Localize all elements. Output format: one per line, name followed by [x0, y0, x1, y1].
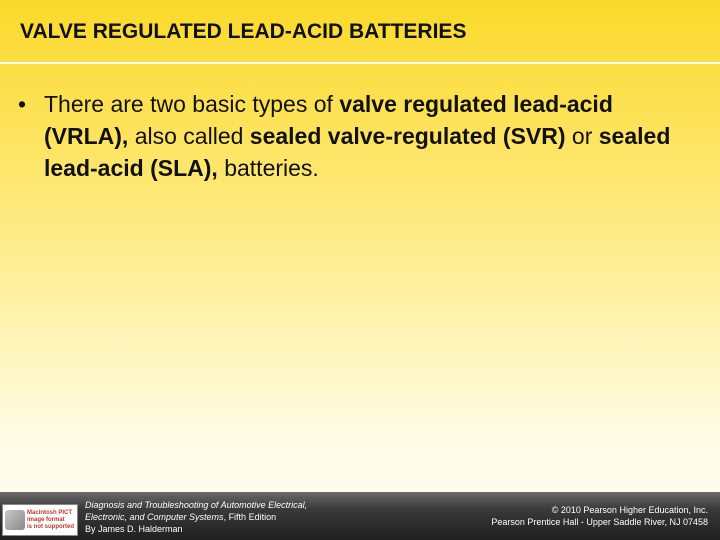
- title-divider: [0, 62, 720, 64]
- slide-title: VALVE REGULATED LEAD-ACID BATTERIES: [20, 20, 467, 43]
- publisher-line: Pearson Prentice Hall - Upper Saddle River, NJ 07458: [491, 517, 708, 527]
- bullet-text: [44, 88, 698, 184]
- publisher-logo: [2, 504, 78, 536]
- bullet-text-part: batteries.: [217, 155, 319, 181]
- bullet-item: [18, 88, 698, 184]
- copyright-line: © 2010 Pearson Higher Education, Inc.: [551, 505, 708, 515]
- logo-caption-line: Macintosh PICT: [27, 509, 73, 516]
- book-title-line2: Electronic, and Computer Systems: [85, 512, 224, 522]
- bullet-text-part: or: [565, 123, 599, 149]
- book-title-line2-row: [85, 511, 385, 523]
- logo-caption-line: image format: [27, 516, 65, 523]
- bullet-marker: •: [18, 91, 27, 117]
- book-citation: [85, 499, 385, 535]
- book-edition: , Fifth Edition: [223, 512, 277, 522]
- bullet-term-sla: sealed lead-acid (SLA),: [44, 123, 671, 181]
- bullet-text-part: There are two basic types of: [44, 91, 340, 117]
- book-title-line1: Diagnosis and Troubleshooting of Automotive Electrical,: [85, 500, 308, 510]
- slide-body: [18, 88, 698, 184]
- book-author: By James D. Halderman: [85, 524, 183, 534]
- copyright-notice: [378, 504, 708, 528]
- pict-placeholder-icon: [5, 510, 25, 530]
- bullet-text-part: also called: [128, 123, 250, 149]
- logo-caption: [27, 510, 74, 531]
- logo-caption-line: is not supported: [27, 523, 74, 530]
- bullet-term-svr: sealed valve-regulated (SVR): [249, 123, 566, 149]
- bullet-term-vrla: valve regulated lead-acid (VRLA),: [44, 91, 613, 149]
